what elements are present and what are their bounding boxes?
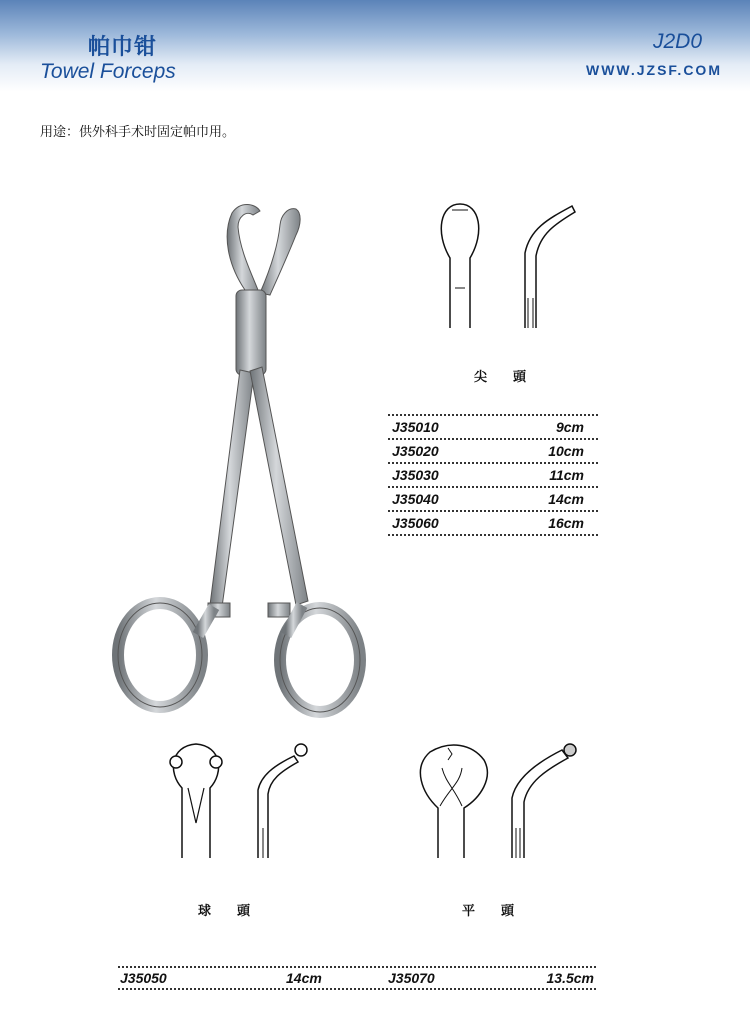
item-size: 13.5cm: [546, 970, 594, 986]
table-row: [388, 486, 598, 510]
pointed-tip-label: 尖頭: [474, 370, 553, 385]
item-code: J35050: [120, 970, 167, 986]
towel-forceps-photo: [110, 195, 380, 720]
table-row: [388, 510, 598, 536]
header-banner: [0, 0, 750, 92]
item-code: J35030: [392, 467, 439, 483]
item-size: 9cm: [555, 419, 584, 435]
item-size: 10cm: [548, 443, 584, 459]
spec-table: [388, 414, 598, 536]
website-link[interactable]: WWW.JZSF.COM: [586, 62, 722, 78]
pointed-tip-diagram: [430, 198, 580, 333]
product-title-chinese: 帕巾钳: [88, 35, 158, 60]
flat-tip-diagram: [410, 738, 585, 868]
flat-tip-label: 平頭: [462, 904, 541, 919]
item-code: J35070: [388, 970, 435, 986]
item-code: J35010: [392, 419, 439, 435]
usage-description: 用途：供外科手术时固定帕巾用。: [40, 125, 236, 140]
item-size: 14cm: [286, 970, 322, 986]
item-size: 16cm: [548, 515, 584, 531]
catalog-code: J2D0: [652, 30, 702, 53]
product-title-english: Towel Forceps: [40, 60, 176, 83]
bottom-spec-row: [118, 966, 596, 990]
table-row: [388, 462, 598, 486]
item-size: 11cm: [549, 467, 584, 483]
item-size: 14cm: [548, 491, 584, 507]
ball-tip-label: 球頭: [198, 904, 277, 919]
table-row: [388, 414, 598, 438]
ball-tip-diagram: [158, 738, 328, 868]
item-code: J35040: [392, 491, 439, 507]
table-row: [388, 438, 598, 462]
item-code: J35060: [392, 515, 439, 531]
item-code: J35020: [392, 443, 439, 459]
